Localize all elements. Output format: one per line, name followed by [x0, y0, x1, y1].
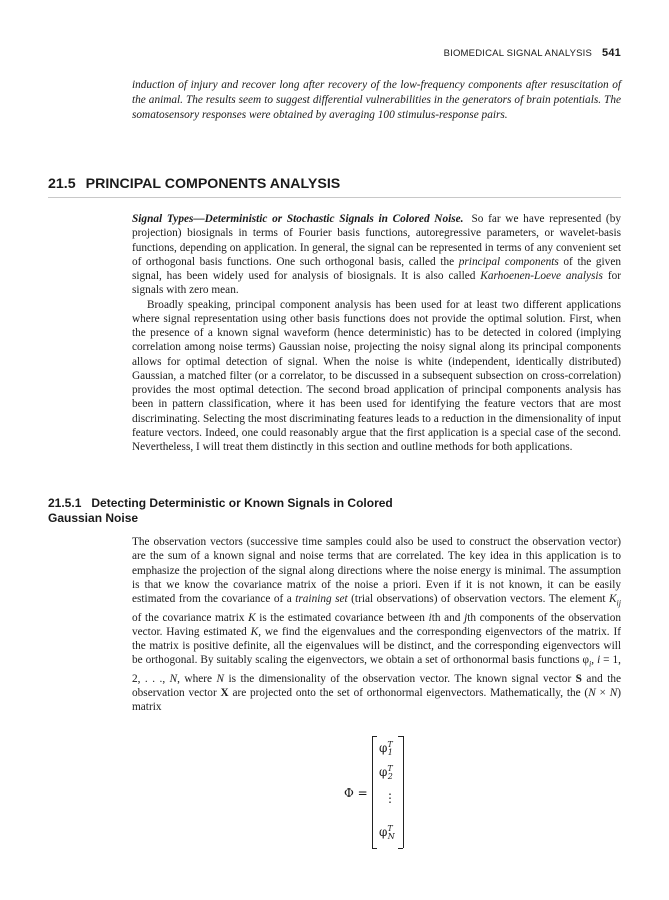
- figure-caption-continuation: induction of injury and recover long after recovery of the low-frequency components after resuscitation of the animal. The results seem to suggest differential vulnerabilities in the generators of brain potentials. The somatosensory responses were obtained by averaging 100 stimulus-response pairs.: [132, 79, 621, 121]
- subsection-body: [132, 535, 621, 715]
- matrix-vdots: ⋮: [384, 791, 396, 805]
- subsection-title-line2: Gaussian Noise: [48, 510, 139, 525]
- paragraph-text: of the given signal, has been widely used for analysis of biosignals. It is also called: [132, 255, 621, 282]
- matrix-row-n: $\varphi^T_N$: [379, 824, 395, 842]
- matrix-row-1: $\varphi^T_1$: [379, 740, 393, 758]
- matrix-row-2: $\varphi^T_2$: [379, 764, 393, 782]
- symbol-observation-vector: X: [220, 687, 229, 699]
- subsection-heading: [48, 496, 621, 525]
- matrix-lhs: Φ =: [344, 786, 368, 800]
- term-karhoenen-loeve: Karhoenen-Loeve analysis: [480, 270, 603, 282]
- section-body: [132, 212, 621, 454]
- running-head-title: BIOMEDICAL SIGNAL ANALYSIS: [443, 48, 593, 59]
- term-principal-components: principal components: [458, 255, 559, 268]
- symbol-kij: K: [609, 593, 617, 605]
- paragraph-observation-vectors: The observation vectors (successive time samples could also be used to construct the observation vector) are the sum of a known signal and noise terms that are correlated. The key idea in this application is to emphasize the projection of the signal along directions where the noise energy is minimal. The assumption is that we know the covariance matrix of the noise a priori. Even if it is not known, it can be easily estimated from the covariance of a training set (trial observations) of observation vectors. The element $K_{ij}$ of the covariance matrix K is the estimated covariance between ith and jth components of the observation vector. Having estimated K, we find the eigenvalues and the corresponding eigenvectors of the matrix. If the matrix is positive definite, all the eigenvalues will be distinct, and the corresponding eigenvectors will be orthogonal. By suitably scaling the eigenvectors, we obtain a set of orthonormal basis functions $\varphi_i$, i = 1, 2, . . ., N, where N is the dimensionality of the observation vector. The known signal vector S and the observation vector X are projected onto the set of orthonormal eigenvectors. Mathematically, the (N × N) matrix: [132, 536, 621, 714]
- symbol-kij-subscript: ij: [616, 598, 621, 608]
- running-head: [444, 47, 621, 59]
- paragraph-signal-types: [132, 212, 621, 298]
- paragraph-text: for signals with zero mean.: [132, 270, 621, 297]
- paragraph-text: So far we have represented (by projection) biosignals in terms of Fourier basis functions, autoregressive parameters, or wavelet-basis functions, depending on application. In general, the signal can be represented in terms of any convenient set of orthogonal basis functions. One such orthogonal basis, called the: [132, 213, 621, 268]
- term-training-set: training set: [295, 593, 348, 605]
- section-number: 21.5: [48, 176, 76, 192]
- page-number: 541: [602, 47, 621, 59]
- subsection-number: 21.5.1: [48, 496, 82, 510]
- symbol-k: K: [248, 611, 256, 624]
- section-title: PRINCIPAL COMPONENTS ANALYSIS: [85, 176, 341, 192]
- section-heading: [48, 176, 621, 198]
- subsection-title-line1: Detecting Deterministic or Known Signals in Colored: [91, 496, 393, 510]
- phi-matrix-equation: [344, 736, 424, 852]
- paragraph-applications: Broadly speaking, principal component analysis has been used for at least two different applications where signal representation using other basis functions does not provide the optimal solution. First, when the presence of a known signal waveform (hence deterministic) has to be detected in colored (implying correlation among noise terms) Gaussian noise, projecting the noisy signal along its principal components allows for optimal detection of signal. When the noise is white (independent, identically distributed) Gaussian, a matched filter (or a correlator, to be discussed in a subsequent subsection on cross-correlation) provides the most optimal detection. The second broad application of principal components analysis has been in pattern classification, where it has been used for identifying the feature vectors that are most discriminating. Selecting the most discriminating features leads to a reduction in the dimensionality of input feature vectors. Indeed, one could reasonably argue that the first application is a special case of the second. Nevertheless, I will treat them distinctly in this section and outline methods for both applications.: [132, 298, 621, 453]
- runin-heading: Signal Types—Deterministic or Stochastic Signals in Colored Noise.: [132, 213, 464, 225]
- symbol-signal-vector: S: [575, 672, 582, 685]
